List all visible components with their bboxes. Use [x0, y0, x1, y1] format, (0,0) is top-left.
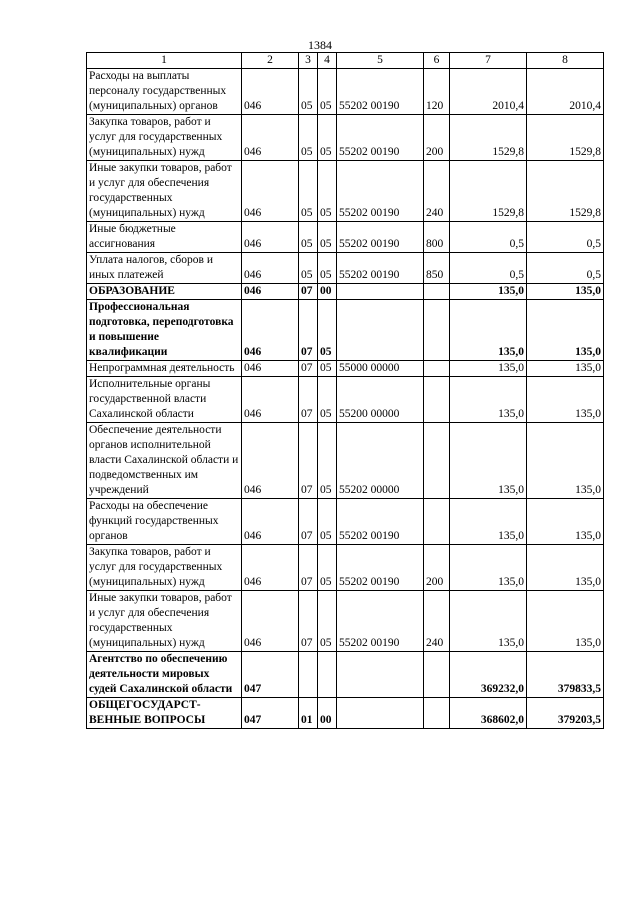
column-header: 5	[337, 53, 424, 69]
amount-year1-cell: 135,0	[450, 300, 527, 361]
target-article-cell: 55202 00190	[337, 222, 424, 253]
amount-year2-cell: 135,0	[527, 545, 604, 591]
amount-year1-cell: 135,0	[450, 591, 527, 652]
amount-year2-cell: 0,5	[527, 222, 604, 253]
table-row	[87, 652, 604, 698]
expense-type-cell: 200	[424, 115, 450, 161]
target-article-cell: 55200 00000	[337, 377, 424, 423]
subsection-cell: 05	[318, 423, 337, 499]
column-header: 7	[450, 53, 527, 69]
subsection-cell: 05	[318, 253, 337, 284]
row-name-cell: ОБЩЕГОСУДАРСТ-ВЕННЫЕ ВОПРОСЫ	[87, 698, 242, 729]
page-number: 1384	[308, 38, 332, 52]
amount-year2-cell: 0,5	[527, 253, 604, 284]
row-name-cell: Иные бюджетные ассигнования	[87, 222, 242, 253]
ministry-code-cell: 046	[242, 499, 299, 545]
table-row	[87, 499, 604, 545]
target-article-cell: 55202 00190	[337, 499, 424, 545]
header-row	[87, 53, 604, 69]
budget-table	[86, 52, 604, 729]
expense-type-cell: 240	[424, 591, 450, 652]
ministry-code-cell: 046	[242, 361, 299, 377]
amount-year1-cell: 135,0	[450, 377, 527, 423]
row-name-cell: Закупка товаров, работ и услуг для государственных (муниципальных) нужд	[87, 115, 242, 161]
amount-year2-cell: 1529,8	[527, 115, 604, 161]
row-name-cell: Исполнительные органы государственной власти Сахалинской области	[87, 377, 242, 423]
target-article-cell: 55202 00190	[337, 545, 424, 591]
ministry-code-cell: 046	[242, 591, 299, 652]
section-cell	[299, 652, 318, 698]
row-name-cell: Уплата налогов, сборов и иных платежей	[87, 253, 242, 284]
expense-type-cell: 200	[424, 545, 450, 591]
expense-type-cell	[424, 377, 450, 423]
subsection-cell: 05	[318, 115, 337, 161]
target-article-cell	[337, 652, 424, 698]
row-name-cell: Агентство по обеспечению деятельности мировых судей Сахалинской области	[87, 652, 242, 698]
section-cell: 05	[299, 69, 318, 115]
table-row	[87, 591, 604, 652]
row-name-cell: Иные закупки товаров, работ и услуг для обеспечения государственных (муниципальных) нужд	[87, 591, 242, 652]
section-cell: 05	[299, 253, 318, 284]
expense-type-cell: 120	[424, 69, 450, 115]
table-row	[87, 698, 604, 729]
subsection-cell: 05	[318, 69, 337, 115]
subsection-cell: 00	[318, 698, 337, 729]
amount-year2-cell: 135,0	[527, 591, 604, 652]
row-name-cell: Профессиональная подготовка, переподготовка и повышение квалификации	[87, 300, 242, 361]
row-name-cell: Иные закупки товаров, работ и услуг для обеспечения государственных (муниципальных) нужд	[87, 161, 242, 222]
target-article-cell: 55000 00000	[337, 361, 424, 377]
table-body	[87, 53, 604, 729]
section-cell: 07	[299, 591, 318, 652]
row-name-cell: Расходы на обеспечение функций государственных органов	[87, 499, 242, 545]
amount-year1-cell: 2010,4	[450, 69, 527, 115]
section-cell: 05	[299, 222, 318, 253]
amount-year1-cell: 369232,0	[450, 652, 527, 698]
section-cell: 07	[299, 545, 318, 591]
ministry-code-cell: 046	[242, 253, 299, 284]
subsection-cell: 05	[318, 591, 337, 652]
expense-type-cell	[424, 284, 450, 300]
ministry-code-cell: 047	[242, 652, 299, 698]
expense-type-cell	[424, 652, 450, 698]
section-cell: 01	[299, 698, 318, 729]
expense-type-cell	[424, 361, 450, 377]
amount-year2-cell: 135,0	[527, 499, 604, 545]
subsection-cell: 05	[318, 361, 337, 377]
target-article-cell: 55202 00190	[337, 115, 424, 161]
amount-year2-cell: 135,0	[527, 284, 604, 300]
expense-type-cell: 240	[424, 161, 450, 222]
section-cell: 05	[299, 161, 318, 222]
section-cell: 07	[299, 284, 318, 300]
row-name-cell: ОБРАЗОВАНИЕ	[87, 284, 242, 300]
row-name-cell: Закупка товаров, работ и услуг для государственных (муниципальных) нужд	[87, 545, 242, 591]
amount-year1-cell: 135,0	[450, 423, 527, 499]
amount-year1-cell: 135,0	[450, 284, 527, 300]
ministry-code-cell: 046	[242, 300, 299, 361]
ministry-code-cell: 046	[242, 284, 299, 300]
amount-year2-cell: 135,0	[527, 361, 604, 377]
table-row	[87, 300, 604, 361]
amount-year2-cell: 379833,5	[527, 652, 604, 698]
expense-type-cell	[424, 423, 450, 499]
amount-year2-cell: 135,0	[527, 423, 604, 499]
section-cell: 07	[299, 300, 318, 361]
amount-year1-cell: 135,0	[450, 361, 527, 377]
subsection-cell: 05	[318, 377, 337, 423]
ministry-code-cell: 046	[242, 377, 299, 423]
target-article-cell	[337, 284, 424, 300]
row-name-cell: Расходы на выплаты персоналу государственных (муниципальных) органов	[87, 69, 242, 115]
table-row	[87, 222, 604, 253]
amount-year2-cell: 135,0	[527, 300, 604, 361]
table-row	[87, 377, 604, 423]
amount-year1-cell: 135,0	[450, 545, 527, 591]
section-cell: 07	[299, 499, 318, 545]
section-cell: 07	[299, 377, 318, 423]
ministry-code-cell: 046	[242, 423, 299, 499]
target-article-cell: 55202 00190	[337, 161, 424, 222]
table-row	[87, 161, 604, 222]
column-header: 2	[242, 53, 299, 69]
table-row	[87, 423, 604, 499]
table-row	[87, 115, 604, 161]
amount-year2-cell: 135,0	[527, 377, 604, 423]
table-row	[87, 361, 604, 377]
expense-type-cell	[424, 499, 450, 545]
section-cell: 05	[299, 115, 318, 161]
amount-year1-cell: 368602,0	[450, 698, 527, 729]
column-header: 1	[87, 53, 242, 69]
target-article-cell: 55202 00000	[337, 423, 424, 499]
ministry-code-cell: 046	[242, 545, 299, 591]
ministry-code-cell: 046	[242, 115, 299, 161]
subsection-cell: 05	[318, 499, 337, 545]
target-article-cell	[337, 300, 424, 361]
target-article-cell: 55202 00190	[337, 69, 424, 115]
amount-year2-cell: 2010,4	[527, 69, 604, 115]
row-name-cell: Обеспечение деятельности органов исполнительной власти Сахалинской области и подведомственных им учреждений	[87, 423, 242, 499]
amount-year2-cell: 379203,5	[527, 698, 604, 729]
amount-year1-cell: 0,5	[450, 253, 527, 284]
row-name-cell: Непрограммная деятельность	[87, 361, 242, 377]
amount-year1-cell: 0,5	[450, 222, 527, 253]
subsection-cell: 05	[318, 161, 337, 222]
expense-type-cell: 850	[424, 253, 450, 284]
column-header: 4	[318, 53, 337, 69]
ministry-code-cell: 046	[242, 161, 299, 222]
expense-type-cell	[424, 698, 450, 729]
subsection-cell: 05	[318, 300, 337, 361]
subsection-cell: 00	[318, 284, 337, 300]
table-row	[87, 545, 604, 591]
expense-type-cell	[424, 300, 450, 361]
table-row	[87, 69, 604, 115]
section-cell: 07	[299, 423, 318, 499]
ministry-code-cell: 046	[242, 69, 299, 115]
column-header: 6	[424, 53, 450, 69]
target-article-cell: 55202 00190	[337, 591, 424, 652]
target-article-cell: 55202 00190	[337, 253, 424, 284]
amount-year1-cell: 1529,8	[450, 161, 527, 222]
table-row	[87, 253, 604, 284]
column-header: 8	[527, 53, 604, 69]
column-header: 3	[299, 53, 318, 69]
ministry-code-cell: 046	[242, 222, 299, 253]
ministry-code-cell: 047	[242, 698, 299, 729]
target-article-cell	[337, 698, 424, 729]
section-cell: 07	[299, 361, 318, 377]
amount-year2-cell: 1529,8	[527, 161, 604, 222]
amount-year1-cell: 135,0	[450, 499, 527, 545]
amount-year1-cell: 1529,8	[450, 115, 527, 161]
subsection-cell	[318, 652, 337, 698]
expense-type-cell: 800	[424, 222, 450, 253]
subsection-cell: 05	[318, 545, 337, 591]
table-row	[87, 284, 604, 300]
subsection-cell: 05	[318, 222, 337, 253]
